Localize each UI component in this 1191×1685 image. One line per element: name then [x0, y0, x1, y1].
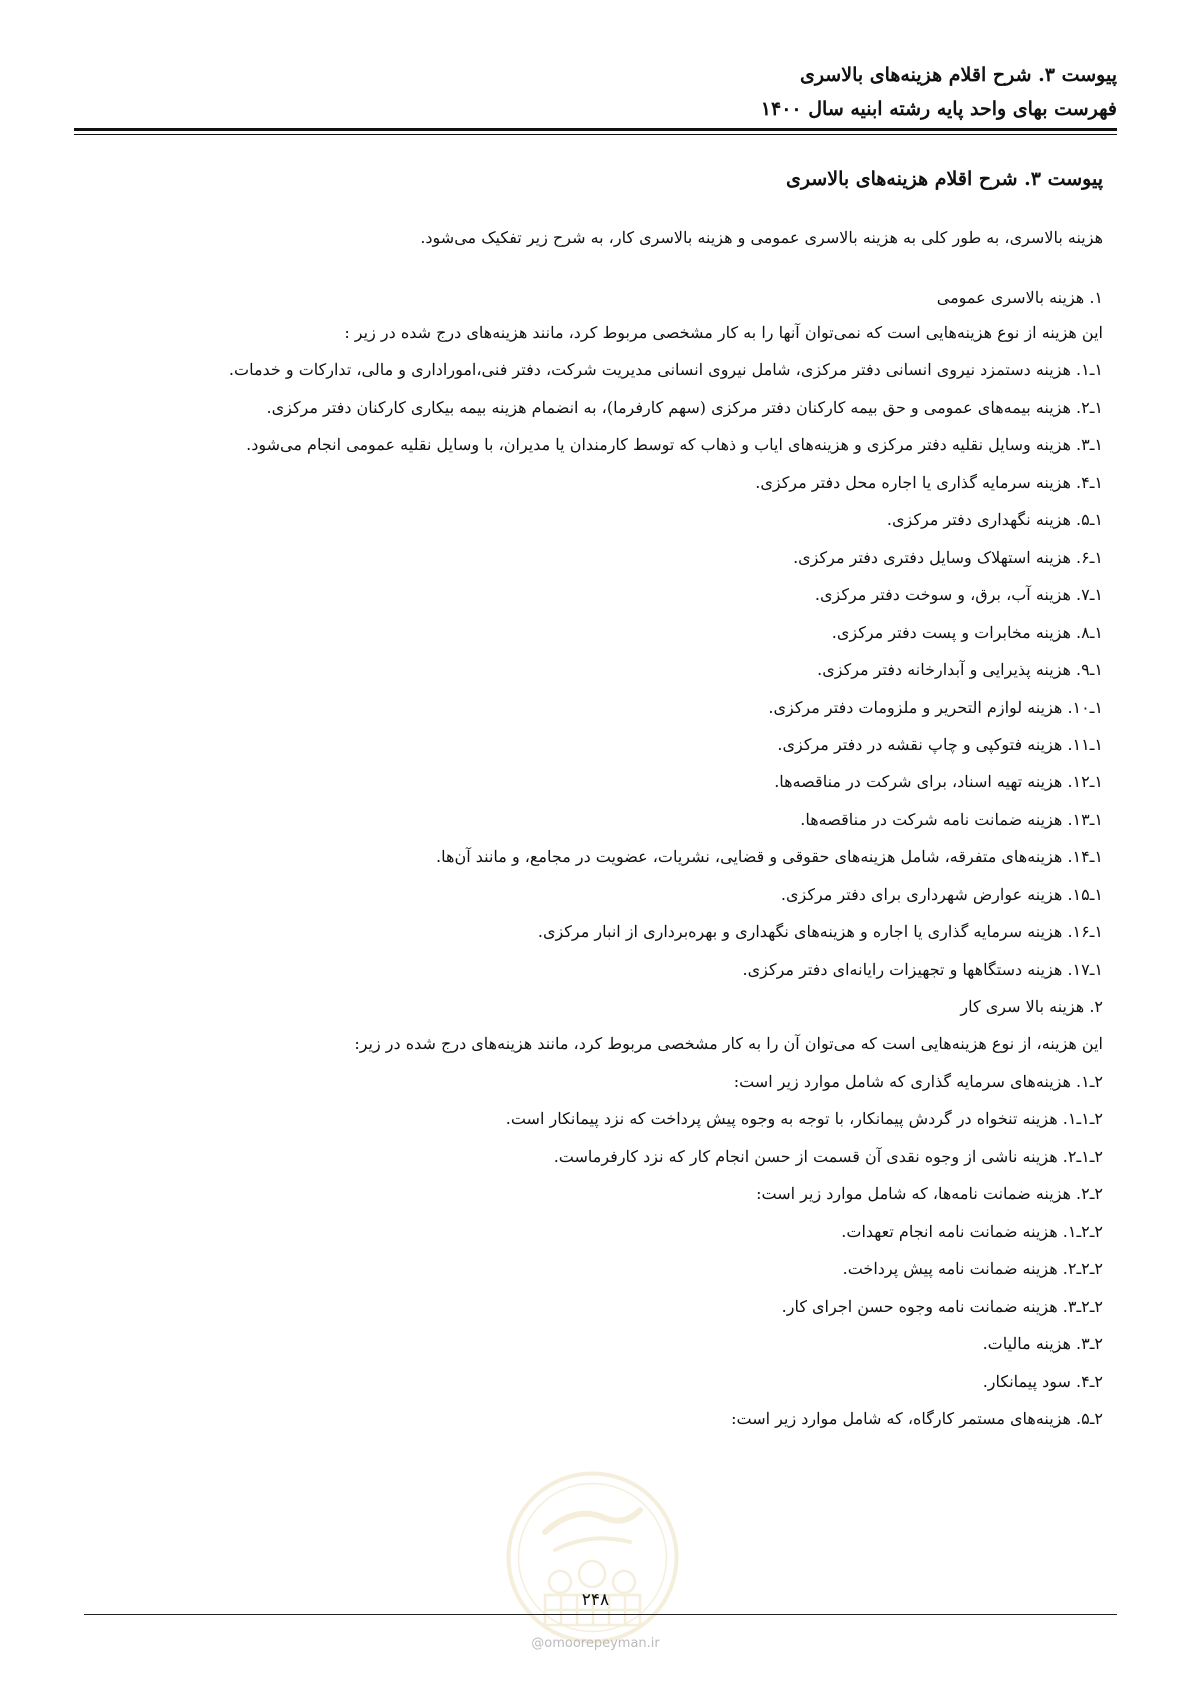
list-item: ۱ـ۷. هزینه آب، برق، و سوخت دفتر مرکزی.	[814, 585, 1103, 604]
footer-website-watermark: @omoorepeyman.ir	[531, 1636, 660, 1651]
list-item: ۲ـ۱ـ۲. هزینه ناشی از وجوه نقدی آن قسمت از حسن انجام کار که نزد کارفرماست.	[553, 1147, 1103, 1166]
list-item: ۱ـ۸. هزینه مخابرات و پست دفتر مرکزی.	[831, 623, 1103, 642]
list-item: ۲ـ۲ـ۲. هزینه ضمانت نامه پیش پرداخت.	[842, 1259, 1103, 1278]
list-item: ۲ـ۵. هزینه‌های مستمر کارگاه، که شامل موارد زیر است:	[731, 1409, 1103, 1428]
section-title: پیوست ۳. شرح اقلام هزینه‌های بالاسری	[785, 168, 1103, 190]
list-item: ۱ـ۱۷. هزینه دستگاهها و تجهیزات رایانه‌ای دفتر مرکزی.	[742, 960, 1103, 979]
list-item: این هزینه از نوع هزینه‌هایی است که نمی‌توان آنها را به کار مشخصی مربوط کرد، مانند هزینه‌های درج شده در زیر :	[344, 323, 1103, 342]
list-item: ۱ـ۱۰. هزینه لوازم التحریر و ملزومات دفتر مرکزی.	[768, 698, 1103, 717]
list-item: ۱ـ۱۳. هزینه ضمانت نامه شرکت در مناقصه‌ها.	[800, 810, 1103, 829]
list-item: ۱ـ۱. هزینه دستمزد نیروی انسانی دفتر مرکزی، شامل نیروی انسانی مدیریت شرکت، دفتر فنی،امورادارى و مالی، تدارکات و خدمات.	[228, 360, 1103, 379]
list-item: ۲ـ۲ـ۱. هزینه ضمانت نامه انجام تعهدات.	[841, 1222, 1103, 1241]
page-number: ۲۴۸	[581, 1590, 610, 1610]
list-item: ۱ـ۶. هزینه استهلاک وسایل دفتری دفتر مرکزی.	[793, 548, 1103, 567]
header-rule-thick	[74, 128, 1117, 131]
list-item: ۱ـ۱۵. هزینه عوارض شهرداری برای دفتر مرکزی.	[780, 885, 1103, 904]
list-item: این هزینه، از نوع هزینه‌هایی است که می‌توان آن را به کار مشخصی مربوط کرد، مانند هزینه‌های درج شده در زیر:	[354, 1034, 1103, 1053]
list-item: ۱ـ۱۱. هزینه فتوکپی و چاپ نقشه در دفتر مرکزی.	[777, 735, 1103, 754]
footer-rule	[84, 1614, 1117, 1615]
list-item: ۲ـ۴. سود پیمانکار.	[982, 1372, 1103, 1391]
running-header-subtitle: فهرست بهای واحد پایه رشته ابنیه سال ۱۴۰۰	[760, 98, 1117, 120]
list-item: ۲ـ۱. هزینه‌های سرمایه گذاری که شامل موارد زیر است:	[733, 1072, 1103, 1091]
list-item: ۱ـ۹. هزینه پذیرایی و آبدارخانه دفتر مرکزی.	[817, 660, 1103, 679]
list-item: ۱ـ۳. هزینه وسایل نقلیه دفتر مرکزی و هزینه‌های ایاب و ذهاب که توسط کارمندان یا مدیران، با وسایل نقلیه عمومی انجام می‌شود.	[246, 435, 1103, 454]
list-item: ۱ـ۱۲. هزینه تهیه اسناد، برای شرکت در مناقصه‌ها.	[774, 772, 1103, 791]
watermark-logo-icon	[505, 1470, 680, 1645]
list-item: ۲ـ۳. هزینه مالیات.	[982, 1334, 1103, 1353]
list-item: ۲ـ۲. هزینه ضمانت نامه‌ها، که شامل موارد زیر است:	[756, 1184, 1103, 1203]
list-item: ۲ـ۱ـ۱. هزینه تنخواه در گردش پیمانکار، با توجه به وجوه پیش پرداخت که نزد پیمانکار است.	[505, 1109, 1103, 1128]
list-item: ۲. هزینه بالا سری کار	[960, 997, 1103, 1016]
header-rule-thin	[74, 134, 1117, 135]
list-item: ۱ـ۱۶. هزینه سرمایه گذاری یا اجاره و هزینه‌های نگهداری و بهره‌برداری از انبار مرکزی.	[537, 922, 1103, 941]
list-item: ۱ـ۱۴. هزینه‌های متفرقه، شامل هزینه‌های حقوقی و قضایی، نشریات، عضویت در مجامع، و مانند آن‌ها.	[436, 847, 1103, 866]
list-item: ۱ـ۲. هزینه بیمه‌های عمومی و حق بیمه کارکنان دفتر مرکزی (سهم کارفرما)، به انضمام هزینه بیمه بیکاری کارکنان دفتر مرکزی.	[266, 398, 1103, 417]
list-item: ۱ـ۵. هزینه نگهداری دفتر مرکزی.	[886, 510, 1103, 529]
list-item: ۲ـ۲ـ۳. هزینه ضمانت نامه وجوه حسن اجرای کار.	[781, 1297, 1103, 1316]
running-header-title: پیوست ۳. شرح اقلام هزینه‌های بالاسری	[799, 64, 1117, 86]
intro-paragraph: هزینه بالاسری، به طور کلی به هزینه بالاسری عمومی و هزینه بالاسری کار، به شرح زیر تفکیک می‌شود.	[420, 228, 1103, 247]
list-item: ۱ـ۴. هزینه سرمایه گذاری یا اجاره محل دفتر مرکزی.	[755, 473, 1103, 492]
list-item: ۱. هزینه بالاسری عمومی	[936, 288, 1103, 307]
